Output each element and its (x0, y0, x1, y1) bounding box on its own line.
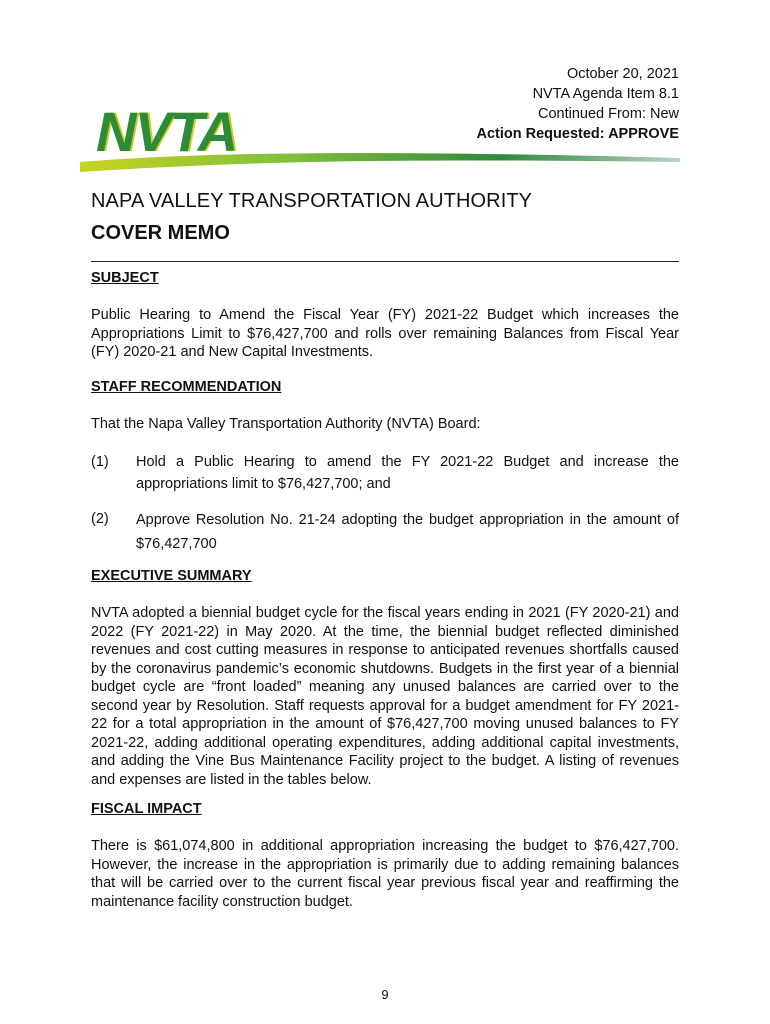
staff-recommendation-intro: That the Napa Valley Transportation Authority (NVTA) Board: (91, 416, 481, 432)
action-requested: Action Requested: APPROVE (476, 126, 679, 142)
executive-summary-heading: EXECUTIVE SUMMARY (91, 568, 252, 584)
nvta-logo (80, 100, 680, 180)
memo-title: COVER MEMO (91, 222, 230, 244)
organization-title: NAPA VALLEY TRANSPORTATION AUTHORITY (91, 190, 533, 212)
subject-heading: SUBJECT (91, 270, 159, 286)
fiscal-impact-text: There is $61,074,800 in additional appropriation increasing the budget to $76,427,700. However, the increase in the appropriation is primarily due to adding remaining balances that will be carried over to the current fiscal year previous fiscal year and reaffirming the maintenance facility construction budget. (91, 838, 679, 910)
executive-summary-text: NVTA adopted a biennial budget cycle for the fiscal years ending in 2021 (FY 2020-21) and 2022 (FY 2021-22) in May 2020. At the time, the biennial budget reflected diminished revenues and cost cutting measures in response to anticipated revenues shortfalls caused by the coronavirus pandemic’s economic shutdowns. Budgets in the first year of a biennial budget cycle are “front loaded” meaning any unused balances are carried over to the second year by Resolution. Staff requests approval for a budget amendment for FY 2021-22 for a total appropriation in the amount of $76,427,700 moving unused balances to FY 2021-22, adding additional operating expenditures, adding additional capital investments, and adding the Vine Bus Maintenance Facility project to the budget. A listing of revenues and expenses are listed in the tables below. (91, 605, 679, 788)
memo-date: October 20, 2021 (566, 66, 679, 82)
logo-wordmark: NVTA (96, 100, 237, 163)
recommendation-text: Hold a Public Hearing to amend the FY 2021-22 Budget and increase the appropriations limit to $76,427,700; and (136, 454, 679, 492)
fiscal-impact-heading: FISCAL IMPACT (91, 801, 202, 817)
recommendation-number: (1) (91, 454, 109, 470)
agenda-item: NVTA Agenda Item 8.1 (532, 86, 679, 102)
page-number: 9 (381, 987, 389, 1002)
recommendation-text: Approve Resolution No. 21-24 adopting the budget appropriation in the amount of $76,427,700 (136, 512, 679, 552)
title-divider (91, 261, 679, 262)
staff-recommendation-heading: STAFF RECOMMENDATION (91, 379, 282, 395)
continued-from: Continued From: New (537, 106, 679, 122)
recommendation-number: (2) (91, 511, 109, 527)
subject-text: Public Hearing to Amend the Fiscal Year (FY) 2021-22 Budget which increases the Appropriations Limit to $76,427,700 and rolls over remaining Balances from Fiscal Year (FY) 2020-21 and New Capital Investments. (91, 307, 679, 360)
